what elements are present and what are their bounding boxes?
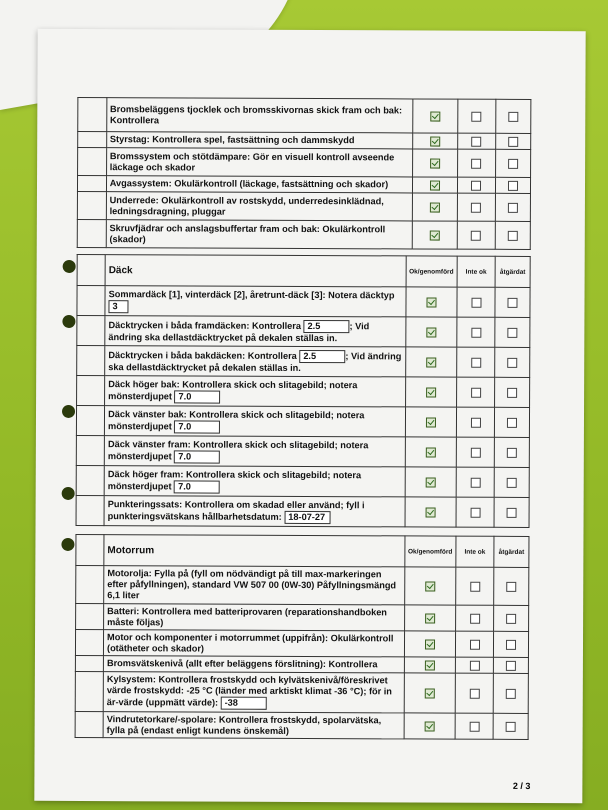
done-checkbox[interactable] — [508, 158, 518, 168]
table-row — [78, 131, 531, 149]
punch-hole — [61, 538, 74, 551]
done-checkbox[interactable] — [508, 297, 518, 307]
expiry-date-value[interactable]: 18-07-27 — [284, 510, 330, 523]
page-number: 2 / 3 — [512, 780, 531, 791]
not-ok-checkbox[interactable] — [470, 477, 480, 487]
done-checkbox[interactable] — [508, 111, 518, 121]
table-row — [77, 285, 530, 317]
done-checkbox[interactable] — [507, 417, 517, 427]
row-text-cont: ; Vid ändring ska dellastdäcktrycket på dekalen ställas in. — [108, 350, 402, 373]
ok-checkbox[interactable] — [426, 357, 436, 367]
not-ok-checkbox[interactable] — [471, 202, 481, 212]
not-ok-checkbox[interactable] — [471, 387, 481, 397]
section-title: Motorrum — [107, 544, 155, 556]
section-header — [77, 254, 530, 287]
ok-checkbox[interactable] — [426, 417, 436, 427]
not-ok-checkbox[interactable] — [472, 111, 482, 121]
row-text: Avgassystem: Okulärkontroll (läckage, fastsättning och skador) — [106, 176, 412, 193]
tread-depth-value[interactable]: 7.0 — [174, 420, 220, 433]
done-checkbox[interactable] — [506, 660, 516, 670]
not-ok-checkbox[interactable] — [470, 447, 480, 457]
column-header-done: åtgärdat — [494, 536, 529, 567]
section-header — [76, 534, 529, 567]
table-row — [76, 405, 529, 437]
ok-checkbox[interactable] — [425, 581, 435, 591]
column-header-not-ok: Inte ok — [456, 536, 494, 567]
done-checkbox[interactable] — [506, 688, 516, 698]
not-ok-checkbox[interactable] — [471, 180, 481, 190]
punch-hole — [62, 405, 75, 418]
table-row — [77, 219, 530, 249]
column-header-ok: Ok/genomförd — [406, 256, 458, 287]
done-checkbox[interactable] — [506, 613, 516, 623]
not-ok-checkbox[interactable] — [470, 507, 480, 517]
done-checkbox[interactable] — [508, 180, 518, 190]
not-ok-checkbox[interactable] — [470, 639, 480, 649]
done-checkbox[interactable] — [507, 447, 517, 457]
not-ok-checkbox[interactable] — [471, 297, 481, 307]
row-text: Skruvfjädrar och anslagsbuffertar fram och bak: Okulärkontroll (skador) — [106, 220, 412, 249]
row-text: Däck höger bak: Kontrollera skick och slitagebild; notera mönsterdjupet — [108, 378, 358, 401]
ok-checkbox[interactable] — [426, 387, 436, 397]
not-ok-checkbox[interactable] — [470, 613, 480, 623]
row-text: Sommardäck [1], vinterdäck [2], åretrunt-däck [3]: Notera däcktyp — [108, 288, 395, 300]
tread-depth-value[interactable]: 7.0 — [174, 450, 220, 463]
ok-checkbox[interactable] — [426, 447, 436, 457]
ok-checkbox[interactable] — [430, 136, 440, 146]
table-row — [77, 345, 530, 377]
table-row — [77, 191, 530, 221]
table-row — [75, 671, 528, 713]
ok-checkbox[interactable] — [430, 180, 440, 190]
front-pressure-value[interactable]: 2.5 — [304, 319, 350, 332]
table-row — [77, 175, 530, 193]
row-text: Däck höger fram: Kontrollera skick och slitagebild; notera mönsterdjupet — [107, 468, 362, 491]
column-header-not-ok: Inte ok — [457, 256, 495, 287]
done-checkbox[interactable] — [506, 721, 516, 731]
tread-depth-value[interactable]: 7.0 — [175, 390, 221, 403]
done-checkbox[interactable] — [507, 357, 517, 367]
top-checklist-table — [77, 97, 532, 250]
column-header-done: åtgärdat — [495, 256, 530, 287]
not-ok-checkbox[interactable] — [471, 357, 481, 367]
punch-hole — [62, 487, 75, 500]
punch-hole — [63, 260, 76, 273]
engine-table — [75, 534, 530, 740]
table-row — [75, 655, 528, 673]
punch-hole — [62, 315, 75, 328]
ok-checkbox[interactable] — [425, 613, 435, 623]
rear-pressure-value[interactable]: 2.5 — [299, 349, 345, 362]
ok-checkbox[interactable] — [424, 721, 434, 731]
not-ok-checkbox[interactable] — [470, 417, 480, 427]
row-text: Däck vänster bak: Kontrollera skick och slitagebild; notera mönsterdjupet — [108, 408, 365, 431]
done-checkbox[interactable] — [507, 477, 517, 487]
ok-checkbox[interactable] — [430, 111, 440, 121]
not-ok-checkbox[interactable] — [471, 230, 481, 240]
table-row — [78, 97, 531, 133]
ok-checkbox[interactable] — [425, 688, 435, 698]
ok-checkbox[interactable] — [430, 202, 440, 212]
row-text: Däck vänster fram: Kontrollera skick och slitagebild; notera mönsterdjupet — [107, 438, 369, 461]
table-row — [76, 495, 529, 527]
not-ok-checkbox[interactable] — [469, 721, 479, 731]
table-row — [76, 565, 529, 605]
not-ok-checkbox[interactable] — [471, 158, 481, 168]
done-checkbox[interactable] — [508, 202, 518, 212]
done-checkbox[interactable] — [507, 507, 517, 517]
table-row — [77, 315, 530, 347]
row-text-cont: ; Vid ändring ska dellastdäcktrycket på dekalen ställas in. — [108, 320, 370, 343]
row-text: Underrede: Okulärkontroll av rostskydd, underredesinklädnad, ledningsdragning, pluggar — [106, 192, 412, 221]
done-checkbox[interactable] — [506, 581, 516, 591]
ok-checkbox[interactable] — [425, 477, 435, 487]
row-text: Styrstag: Kontrollera spel, fastsättning och dammskydd — [106, 132, 412, 149]
done-checkbox[interactable] — [506, 639, 516, 649]
row-text: Motor och komponenter i motorrummet (uppifrån): Okulärkontroll (otätheter och skador) — [103, 630, 404, 657]
ok-checkbox[interactable] — [425, 507, 435, 517]
table-row — [75, 629, 528, 657]
tread-depth-value[interactable]: 7.0 — [174, 480, 220, 493]
tire-type-value[interactable]: 3 — [109, 300, 129, 313]
table-row — [75, 711, 528, 739]
not-ok-checkbox[interactable] — [472, 136, 482, 146]
ok-checkbox[interactable] — [425, 639, 435, 649]
done-checkbox[interactable] — [507, 387, 517, 397]
row-text: Däcktrycken i båda framdäcken: Kontrollera — [108, 319, 302, 331]
column-header-ok: Ok/genomförd — [404, 536, 456, 567]
ok-checkbox[interactable] — [425, 660, 435, 670]
row-text: Kylsystem: Kontrollera frostskydd och kylvätskenivå/föreskrivet värde frostskydd: -25 °C (länder med arktiskt klimat -36 °C); för in är-värde (uppmätt värde): — [106, 674, 392, 708]
done-checkbox[interactable] — [507, 327, 517, 337]
table-row — [77, 375, 530, 407]
row-text: Bromssystem och stötdämpare: Gör en visuell kontroll avseende läckage och skador — [106, 148, 412, 177]
not-ok-checkbox[interactable] — [470, 581, 480, 591]
ok-checkbox[interactable] — [429, 230, 439, 240]
table-row — [78, 147, 531, 177]
row-text: Vindrutetorkare/-spolare: Kontrollera frostskydd, spolarvätska, fylla på (endast enligt kundens önskemål) — [103, 712, 404, 739]
tires-table — [76, 254, 531, 528]
row-text: Motorolja: Fylla på (fyll om nödvändigt på till max-markeringen efter påfyllningen), standard VW 507 00 (0W-30) Påfyllningsmängd 6,1 liter — [104, 566, 405, 605]
row-text: Punkteringssats: Kontrollera om skadad eller använd; fyll i punkteringsvätskans hållbarhetsdatum: — [107, 498, 365, 522]
not-ok-checkbox[interactable] — [469, 660, 479, 670]
table-row — [76, 465, 529, 497]
not-ok-checkbox[interactable] — [471, 327, 481, 337]
checklist-page — [34, 29, 585, 803]
ok-checkbox[interactable] — [426, 327, 436, 337]
done-checkbox[interactable] — [508, 136, 518, 146]
row-text: Däcktrycken i båda bakdäcken: Kontrollera — [108, 349, 297, 361]
section-title: Däck — [108, 264, 133, 276]
ok-checkbox[interactable] — [430, 158, 440, 168]
table-row — [76, 435, 529, 467]
table-row — [76, 603, 529, 631]
row-text: Bromsvätskenivå (allt efter beläggens förslitning): Kontrollera — [103, 656, 404, 673]
coolant-measured-value[interactable]: -38 — [221, 697, 267, 710]
row-text: Bromsbeläggens tjocklek och bromsskivornas skick fram och bak: Kontrollera — [106, 98, 412, 133]
not-ok-checkbox[interactable] — [469, 688, 479, 698]
done-checkbox[interactable] — [508, 230, 518, 240]
row-text: Batteri: Kontrollera med batteriprovaren (reparationshandboken måste följas) — [104, 604, 405, 631]
ok-checkbox[interactable] — [426, 297, 436, 307]
